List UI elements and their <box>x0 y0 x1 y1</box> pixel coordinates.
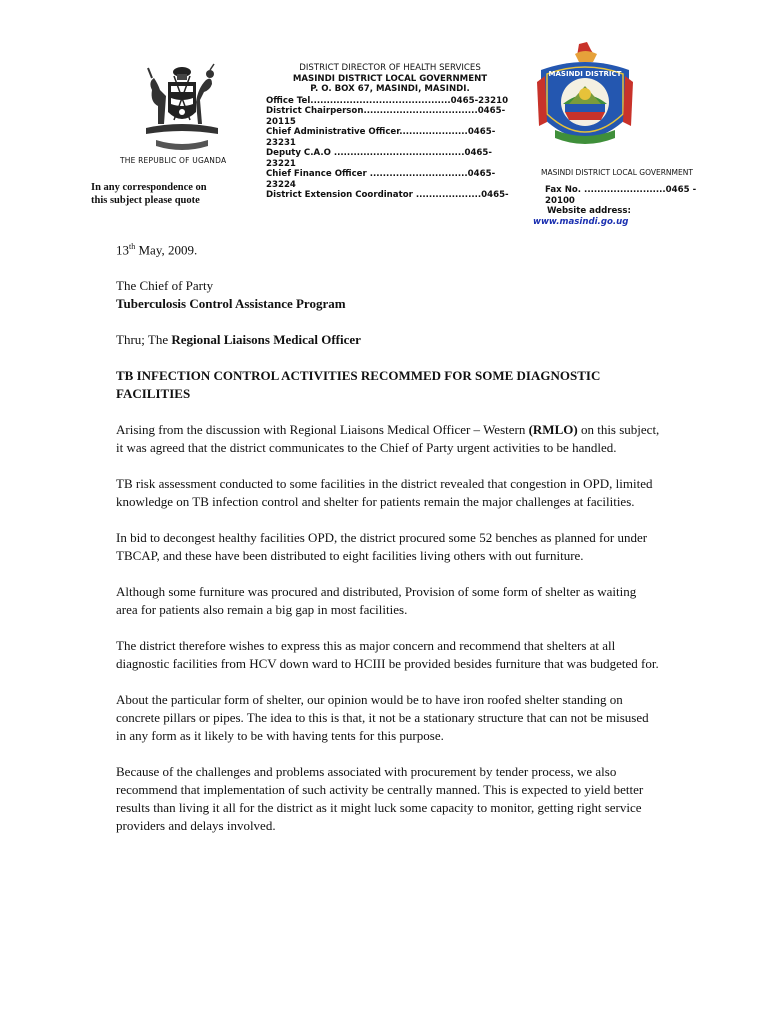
correspondence-note <box>91 181 241 207</box>
contact-line: Office Tel...........................................0465-23210 <box>266 95 509 106</box>
paragraph-4: Although some furniture was procured and distributed, Provision of some form of shelter as waiting area for patients also remain a big gap in most facilities. <box>116 584 637 618</box>
crest-text: MASINDI DISTRICT <box>548 70 622 78</box>
letter-body <box>116 238 661 835</box>
website-link[interactable]: www.masindi.go.ug <box>533 216 629 227</box>
contact-list <box>266 95 514 200</box>
paragraph-1: Arising from the discussion with Regional Liaisons Medical Officer – Western (RMLO) on this subject, it was agreed that the district communicates to the Chief of Party urgent activities to be handled. <box>116 422 660 456</box>
office-address: P. O. BOX 67, MASINDI, MASINDI. <box>310 84 470 94</box>
website-label: Website address: <box>547 206 631 216</box>
addressee-line: The Chief of Party <box>116 278 214 294</box>
correspondence-line: In any correspondence on <box>91 182 207 193</box>
letter-date: 13th May, 2009. <box>116 242 198 258</box>
contact-line: District Extension Coordinator ....................0465- <box>266 190 509 200</box>
paragraph-5: The district therefore wishes to express this as major concern and recommend that shelters at all diagnostic facilities from HCV down ward to HCIII be provided besides furniture that was budgeted for. <box>116 638 659 672</box>
correspondence-line: this subject please quote <box>91 195 200 206</box>
paragraph-7: Because of the challenges and problems associated with procurement by tender process, we also recommend that implementation of such activity be centrally manned. This is expected to yield better results than living it all for the district as it might luck some capacity to monitor, getting right service providers and delays involved. <box>116 764 644 834</box>
office-title: DISTRICT DIRECTOR OF HEALTH SERVICES <box>299 63 481 73</box>
uganda-coat-of-arms <box>140 62 224 154</box>
contact-line: Chief Finance Officer ..............................0465-23224 <box>266 169 496 190</box>
paragraph-3: In bid to decongest healthy facilities OPD, the district procured some 52 benches as planned for under TBCAP, and these have been distributed to eight facilities living others with out furniture. <box>116 530 648 564</box>
republic-of-uganda-label: THE REPUBLIC OF UGANDA <box>120 156 227 165</box>
contact-line: Chief Administrative Officer.....................0465-23231 <box>266 127 496 148</box>
contact-line: Deputy C.A.O ........................................0465-23221 <box>266 148 492 169</box>
office-header <box>266 63 514 200</box>
fax-number: Fax No. .........................0465 - 20100 <box>545 185 697 206</box>
paragraph-2: TB risk assessment conducted to some facilities in the district revealed that congestion in OPD, limited knowledge on TB infection control and shelter for patients remain the major challenges at facilities. <box>116 476 653 510</box>
contact-line: District Chairperson...................................0465-20115 <box>266 106 506 127</box>
addressee-program: Tuberculosis Control Assistance Program <box>116 296 346 312</box>
masindi-local-government-label: MASINDI DISTRICT LOCAL GOVERNMENT <box>541 168 693 177</box>
thru-line: Thru; The Regional Liaisons Medical Officer <box>116 332 361 348</box>
masindi-district-crest <box>535 42 635 160</box>
letter-subject: TB INFECTION CONTROL ACTIVITIES RECOMMED FOR SOME DIAGNOSTIC FACILITIES <box>116 368 601 402</box>
fax-block <box>533 185 715 227</box>
paragraph-6: About the particular form of shelter, our opinion would be to have iron roofed shelter standing on concrete pillars or pipes. The idea to this is that, it not be a stationary structure that can not be misused in any form as it likely to be with having tents for this purpose. <box>116 692 649 744</box>
office-name: MASINDI DISTRICT LOCAL GOVERNMENT <box>292 73 488 84</box>
